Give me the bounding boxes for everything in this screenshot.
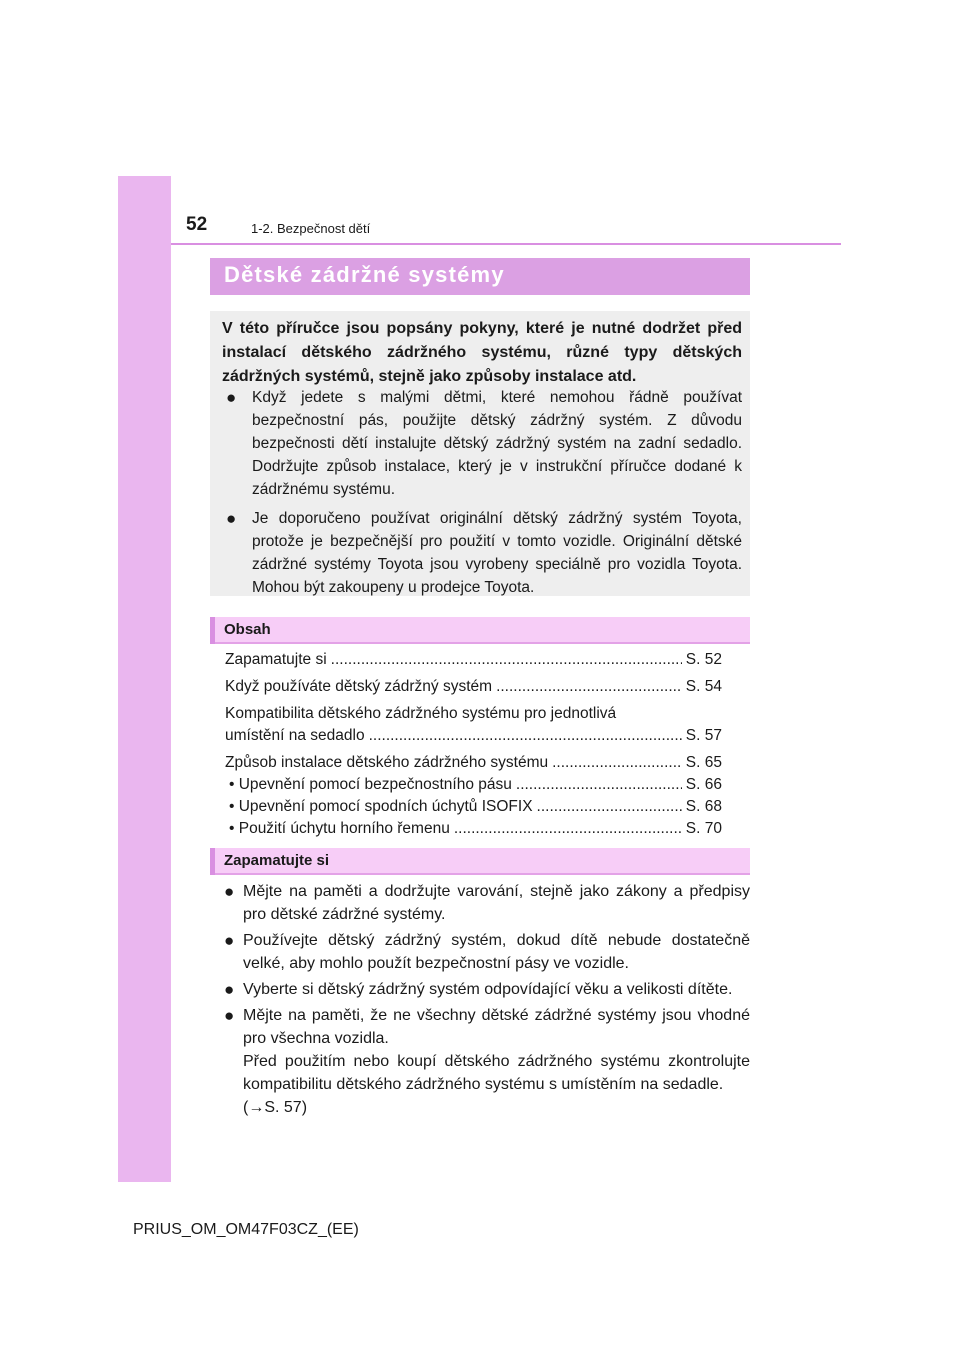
toc-entry-label: Způsob instalace dětského zádržného systému — [225, 754, 549, 771]
toc-entry-page: S. 68 — [685, 798, 722, 815]
toc-entry-page: S. 65 — [685, 754, 722, 771]
toc-entry[interactable] — [225, 725, 722, 747]
toc-subentry[interactable] — [225, 796, 722, 818]
toc-entry-page: S. 57 — [685, 727, 722, 744]
toc-leader — [537, 796, 682, 818]
contents-heading: Obsah — [224, 621, 271, 638]
toc-entry-label: • Upevnění pomocí bezpečnostního pásu — [229, 776, 512, 793]
remember-heading: Zapamatujte si — [224, 852, 330, 869]
page-reference-link[interactable]: (→S. 57) — [243, 1099, 308, 1116]
intro-bullet — [222, 386, 742, 501]
toc-entry-page: S. 70 — [685, 820, 722, 837]
toc-leader — [369, 725, 682, 747]
intro-bullet-list — [222, 386, 742, 605]
remember-bullet — [210, 1004, 750, 1119]
remember-bullet — [210, 978, 750, 1001]
contents-header — [210, 617, 750, 644]
intro-bullet-text: Je doporučeno používat originální dětský zádržný systém Toyota, protože je bezpečnější pro použití v tomto vozidle. Originální dětské zádržné systémy Toyota jsou vyrobeny speciálně pro vozidla Toyota. Mohou být zakoupeny u prodejce Toyota. — [252, 510, 742, 596]
header-divider — [171, 243, 841, 245]
page-title-bar — [210, 258, 750, 295]
remember-bullet — [210, 880, 750, 926]
intro-bullet-text: Když jedete s malými dětmi, které nemohou řádně používat bezpečnostní pás, použijte dětský zádržný systém. Z důvodu bezpečnosti dětí instalujte dětský zádržný systém na zadní sedadlo. Dodržujte způsob instalace, který je v instrukční příručce dodané k zádržnému systému. — [252, 389, 742, 498]
remember-list — [210, 880, 750, 1122]
toc-subentry[interactable] — [225, 818, 722, 840]
toc-entry-page: S. 54 — [685, 678, 722, 695]
toc-entry-label-line1[interactable]: Kompatibilita dětského zádržného systému pro jednotlivá — [225, 705, 617, 722]
remember-header — [210, 848, 750, 875]
intro-bullet — [222, 507, 742, 599]
bullet-icon: ● — [226, 509, 237, 528]
bullet-icon: ● — [224, 1006, 235, 1025]
toc-entry[interactable] — [225, 676, 722, 698]
document-footer-id: PRIUS_OM_OM47F03CZ_(EE) — [133, 1221, 359, 1238]
toc-leader — [454, 818, 682, 840]
toc-entry-label: umístění na sedadlo — [225, 727, 365, 744]
bullet-icon: ● — [224, 931, 235, 950]
toc-entry-page: S. 52 — [685, 651, 722, 668]
toc-subentry[interactable] — [225, 774, 722, 796]
chapter-sidebar-tab — [118, 176, 171, 1182]
toc-entry-label: • Upevnění pomocí spodních úchytů ISOFIX — [229, 798, 533, 815]
bullet-icon: ● — [224, 980, 235, 999]
page-number: 52 — [186, 214, 208, 235]
toc-entry-label: • Použití úchytu horního řemenu — [229, 820, 450, 837]
toc-leader — [496, 676, 682, 698]
toc-entry-page: S. 66 — [685, 776, 722, 793]
table-of-contents — [225, 649, 722, 840]
remember-bullet-text: Používejte dětský zádržný systém, dokud dítě nebude dostatečně velké, aby mohlo použít bezpečnostní pásy ve vozidle. — [243, 932, 750, 972]
bullet-icon: ● — [224, 882, 235, 901]
page-title: Dětské zádržné systémy — [224, 262, 505, 287]
toc-leader — [331, 649, 682, 671]
toc-entry-label: Když používáte dětský zádržný systém — [225, 678, 493, 695]
intro-lead: V této příručce jsou popsány pokyny, které je nutné dodržet před instalací dětského zádržného systému, různé typy dětských zádržných systémů, stejně jako způsoby instalace atd. — [222, 320, 742, 385]
section-title: 1-2. Bezpečnost dětí — [251, 221, 371, 236]
remember-bullet-text: Mějte na paměti, že ne všechny dětské zádržné systémy jsou vhodné pro všechna vozidla. — [243, 1007, 750, 1047]
bullet-icon: ● — [226, 388, 237, 407]
toc-entry[interactable] — [225, 752, 722, 774]
remember-bullet-text: Mějte na paměti a dodržujte varování, stejně jako zákony a předpisy pro dětské zádržné systémy. — [243, 883, 750, 923]
toc-entry-label: Zapamatujte si — [225, 651, 327, 668]
toc-leader — [552, 752, 682, 774]
toc-entry[interactable] — [225, 649, 722, 671]
intro-box — [210, 311, 750, 596]
toc-leader — [516, 774, 682, 796]
remember-bullet — [210, 929, 750, 975]
remember-bullet-text: Vyberte si dětský zádržný systém odpovídající věku a velikosti dítěte. — [243, 981, 733, 998]
remember-extra-text: Před použitím nebo koupí dětského zádržného systému zkontrolujte kompatibilitu dětského zádržného systému s umístěním na sedadle. — [243, 1053, 750, 1093]
